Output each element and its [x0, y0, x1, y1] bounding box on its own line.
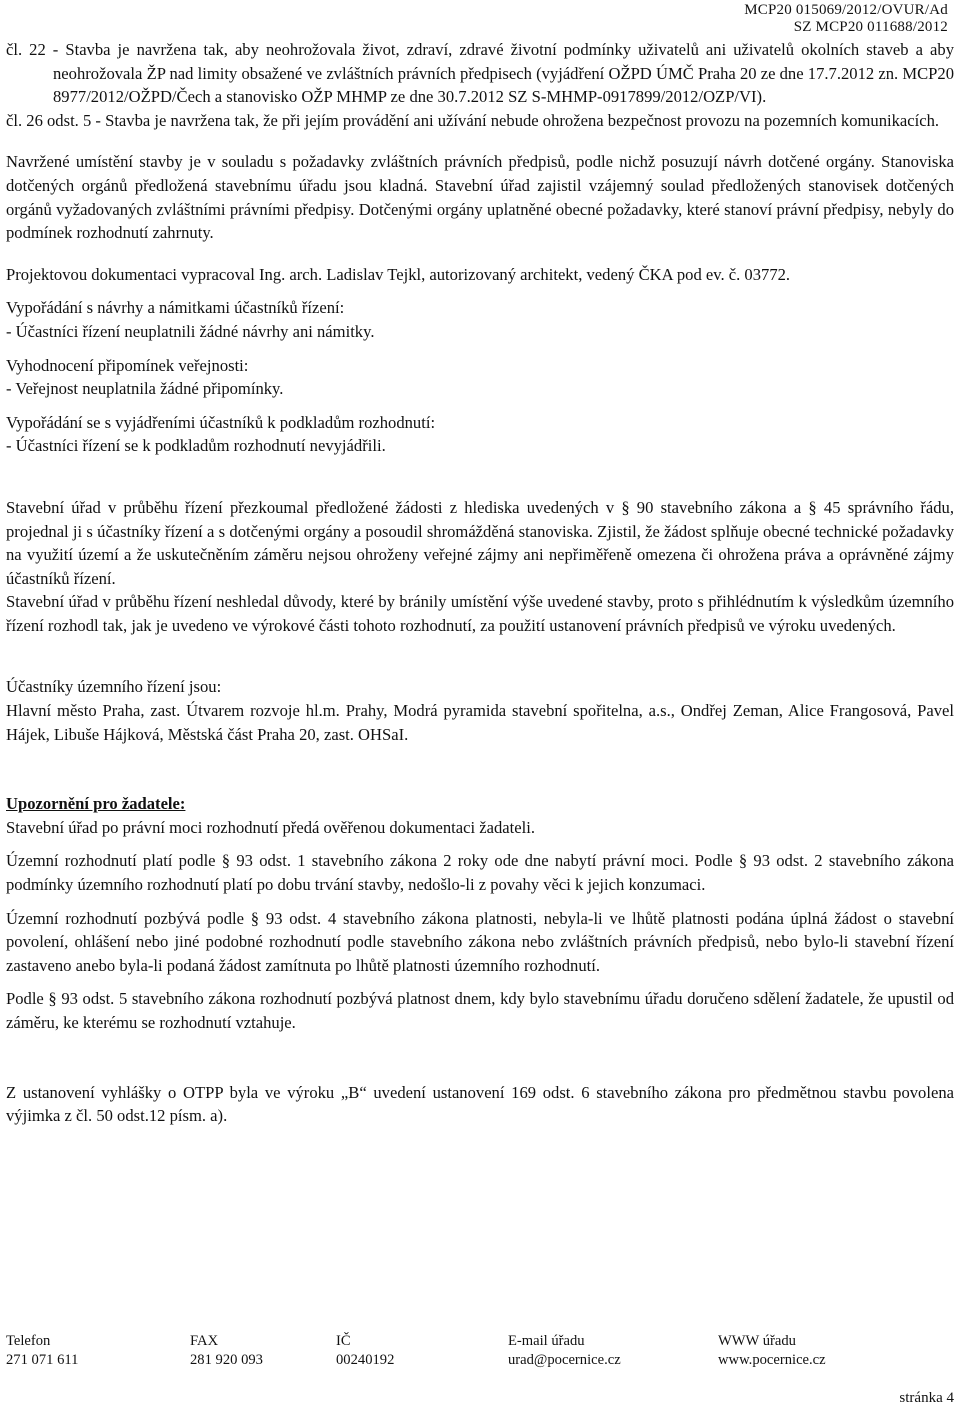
- notice-title-text: Upozornění pro žadatele:: [6, 794, 186, 814]
- participants-title: Účastníky územního řízení jsou:: [6, 677, 222, 697]
- notice-paragraph-1: Stavební úřad po právní moci rozhodnutí předá ověřenou dokumentaci žadateli.: [6, 817, 535, 837]
- participants-list: Hlavní město Praha, zast. Útvarem rozvoje hl.m. Prahy, Modrá pyramida stavební spořitelna, a.s., Ondřej Zeman, Alice Frangosová, Pavel Hájek, Libuše Hájková, Městská část Praha 20, zast. OHSaI.: [6, 701, 954, 744]
- footer-www: [718, 1332, 826, 1370]
- article-26-paragraph: čl. 26 odst. 5 - Stavba je navržena tak, že při jejím provádění ani užívání nebude ohrožena bezpečnost provozu na pozemních komunikacích.: [6, 110, 940, 130]
- objections-text: - Účastníci řízení neuplatnili žádné návrhy ani námitky.: [6, 321, 375, 341]
- footer-ic-label: IČ: [336, 1333, 351, 1349]
- footer-www-label: WWW úřadu: [718, 1333, 796, 1349]
- footer-phone: [6, 1332, 78, 1370]
- sz-reference-number: SZ MCP20 011688/2012: [793, 19, 948, 35]
- reference-header: [744, 2, 948, 36]
- notice-paragraph-3: Územní rozhodnutí pozbývá podle § 93 odst. 4 stavebního zákona platnosti, nebyla-li ve lhůtě platnosti podána úplná žádost o stavební povolení, ohlášení nebo jiné podobné rozhodnutí podle stavebního zákona nebo zvláštních právních předpisů, nebo bylo-li stavební řízení zastaveno anebo byla-li podaná žádost zamítnuta po lhůtě platnosti územního rozhodnutí.: [6, 908, 954, 975]
- footer-phone-label: Telefon: [6, 1333, 51, 1349]
- objections-title: Vypořádání s návrhy a námitkami účastníků řízení:: [6, 298, 345, 318]
- page-number: stránka 4: [899, 1390, 954, 1406]
- review-paragraph-2: Stavební úřad v průběhu řízení neshledal důvody, které by bránily umístění výše uvedené stavby, proto s přihlédnutím k výsledkům územního řízení rozhodl tak, jak je uvedeno ve výrokové části tohoto rozhodnutí, za použití ustanovení právních předpisů ve výroku uvedených.: [6, 592, 954, 635]
- footer-email-value: urad@pocernice.cz: [508, 1352, 621, 1368]
- public-comments-text: - Veřejnost neuplatnila žádné připomínky.: [6, 379, 284, 399]
- compliance-paragraph: Navržené umístění stavby je v souladu s požadavky zvláštních právních předpisů, podle nichž posuzují návrh dotčené orgány. Stanoviska dotčených orgánů předložená stavebnímu úřadu jsou kladná. Stavební úřad zajistil vzájemný soulad předložených stanovisek dotčených orgánů vyžadovaných zvláštními právními předpisy. Dotčenými orgány uplatněné obecné požadavky, které stanoví právní předpisy, nebyly do podmínek rozhodnutí zahrnuty.: [6, 152, 954, 243]
- footer-ic-value: 00240192: [336, 1352, 395, 1368]
- statements-text: - Účastníci řízení se k podkladům rozhodnutí nevyjádřili.: [6, 436, 386, 456]
- document-body: [6, 38, 954, 1128]
- footer-email: [508, 1332, 621, 1370]
- statements-title: Vypořádání se s vyjádřeními účastníků k podkladům rozhodnutí:: [6, 412, 436, 432]
- footer-email-label: E-mail úřadu: [508, 1333, 585, 1349]
- review-paragraph-1: Stavební úřad v průběhu řízení přezkoumal předložené žádosti z hlediska uvedených v § 90 stavebního zákona a § 45 správního řádu, projednal ji s účastníky řízení a s dotčenými orgány a posoudil shromážděná stanoviska. Zjistil, že žádost splňuje obecné technické požadavky na využití území a že uskutečněním záměru nejsou ohroženy veřejné zájmy ani nepřiměřeně omezena či ohrožena práva a oprávněné zájmy účastníků řízení.: [6, 497, 954, 588]
- footer-phone-value: 271 071 611: [6, 1352, 79, 1368]
- footer-ic: [336, 1332, 394, 1370]
- footer-fax-label: FAX: [190, 1333, 219, 1349]
- reference-number: MCP20 015069/2012/OVUR/Ad: [744, 2, 948, 18]
- public-comments-title: Vyhodnocení připomínek veřejnosti:: [6, 355, 249, 375]
- footer-fax-value: 281 920 093: [190, 1352, 263, 1368]
- notice-paragraph-4: Podle § 93 odst. 5 stavebního zákona rozhodnutí pozbývá platnost dnem, kdy bylo stavebnímu úřadu doručeno sdělení žadatele, že upustil od záměru, ke kterému se rozhodnutí vztahuje.: [6, 989, 954, 1032]
- footer-fax: [190, 1332, 263, 1370]
- footer-www-value: www.pocernice.cz: [718, 1352, 826, 1368]
- project-author-paragraph: Projektovou dokumentaci vypracoval Ing. arch. Ladislav Tejkl, autorizovaný architekt, vedený ČKA pod ev. č. 03772.: [6, 264, 791, 284]
- notice-title: [6, 792, 954, 816]
- notice-paragraph-2: Územní rozhodnutí platí podle § 93 odst. 1 stavebního zákona 2 roky ode dne nabytí právní moci. Podle § 93 odst. 2 stavebního zákona podmínky územního rozhodnutí platí po dobu trvání stavby, nedošlo-li z povahy věci k jejich konzumaci.: [6, 851, 954, 895]
- article-22-paragraph: čl. 22 - Stavba je navržena tak, aby neohrožovala život, zdraví, zdravé životní podmínky uživatelů ani uživatelů okolních staveb a aby neohrožovala ŽP nad limity obsažené ve zvláštních právních předpisech (vyjádření OŽPD ÚMČ Praha 20 ze dne 17.7.2012 zn. MCP20 8977/2012/OŽPD/Čech a stanovisko OŽP MHMP ze dne 30.7.2012 SZ S-MHMP-0917899/2012/OZP/VI).: [6, 40, 954, 107]
- exemption-paragraph: Z ustanovení vyhlášky o OTPP byla ve výroku „B“ uvedení ustanovení 169 odst. 6 stavebního zákona pro předmětnou stavbu povolena výjimka z čl. 50 odst.12 písm. a).: [6, 1082, 954, 1126]
